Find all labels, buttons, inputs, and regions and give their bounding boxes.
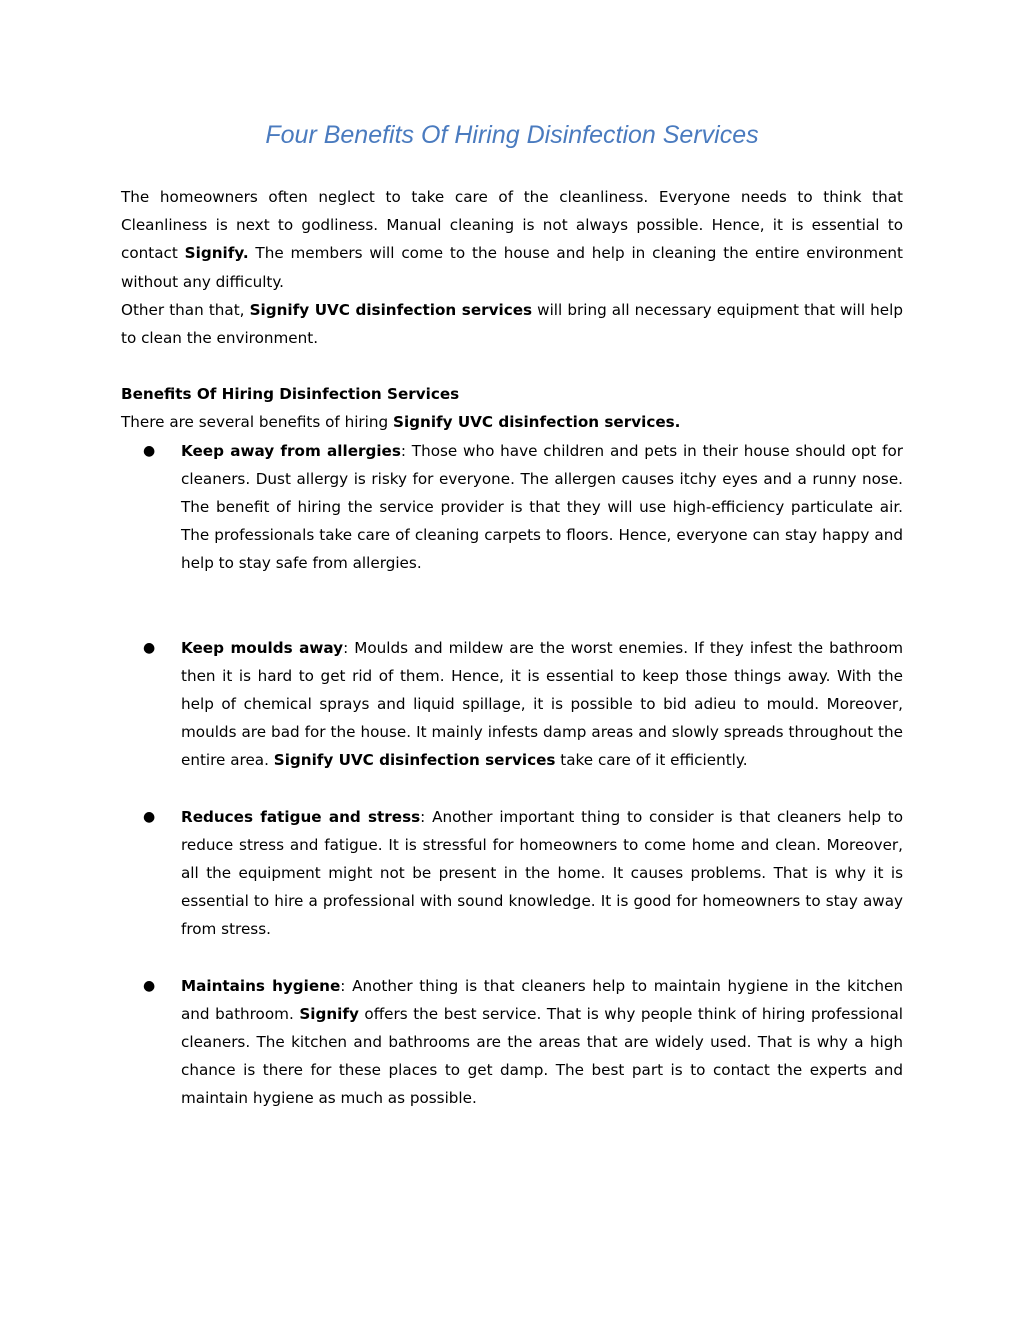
spacer: [121, 352, 903, 380]
intro-p2-bold-service: Signify UVC disinfection services: [249, 300, 533, 319]
benefit-bold-signify: Signify: [299, 1004, 359, 1023]
benefit-text: : Another important thing to consider is that cleaners help to reduce stress and fatigue. It is stressful for homeowners to come home and clean. Moreover, all the equipment might not be present in the home. It causes problems. That is why it is essential to hire a professional with sound knowledge. It is good for homeowners to stay away from stress.: [181, 807, 903, 939]
section-lead: [121, 408, 903, 436]
list-item-moulds: [121, 634, 903, 775]
list-item-hygiene: [121, 972, 903, 1113]
intro-paragraph-2: [121, 296, 903, 352]
benefit-text-tail: take care of it efficiently.: [555, 751, 748, 770]
section-heading: [121, 380, 903, 408]
bullet-icon: ●: [143, 442, 156, 459]
intro-p1-text-b: The members will come to the house and help in cleaning the entire environment without any difficulty.: [121, 244, 903, 291]
bullet-icon: ●: [143, 977, 156, 994]
benefit-title: Keep away from allergies: [181, 441, 401, 460]
benefit-title: Maintains hygiene: [181, 976, 341, 995]
benefit-bold-service: Signify UVC disinfection services: [273, 751, 556, 770]
spacer: [121, 944, 903, 972]
section-lead-bold: Signify UVC disinfection services.: [393, 413, 681, 432]
benefit-text: : Those who have children and pets in their house should opt for cleaners. Dust allergy is risky for everyone. The allergen causes itchy eyes and a runny nose. The benefit of hiring the service provider is that they will use high-efficiency particulate air. The professionals take care of cleaning carpets to floors. Hence, everyone can stay happy and help to stay safe from allergies.: [181, 441, 903, 573]
list-item-fatigue: [121, 803, 903, 944]
spacer: [121, 775, 903, 803]
document-title: Four Benefits Of Hiring Disinfection Services: [265, 121, 759, 149]
benefits-list: [121, 437, 903, 1113]
intro-p1-text-a: The homeowners often neglect to take care of the cleanliness. Everyone needs to think that Cleanliness is next to godliness. Manual cleaning is not always possible. Hence, it is essential to contact: [121, 188, 903, 263]
section-lead-text: There are several benefits of hiring: [121, 413, 393, 432]
benefit-title: Reduces fatigue and stress: [181, 807, 421, 826]
benefit-text: : Moulds and mildew are the worst enemies. If they infest the bathroom then it is hard to get rid of them. Hence, it is essential to keep those things away. With the help of chemical sprays and liquid spillage, it is possible to bid adieu to mould. Moreover, moulds are bad for the house. It mainly infests damp areas and slowly spreads throughout the entire area.: [181, 638, 903, 770]
bullet-icon: ●: [143, 639, 156, 656]
list-item-allergies: [121, 437, 903, 578]
intro-p2-text-a: Other than that,: [121, 300, 250, 319]
bullet-icon: ●: [143, 808, 156, 825]
document-body: [121, 183, 903, 1113]
intro-paragraph-1: [121, 183, 903, 296]
benefit-text: : Another thing is that cleaners help to maintain hygiene in the kitchen and bathroom.: [181, 976, 904, 1023]
spacer: [121, 578, 903, 634]
section-heading-text: Benefits Of Hiring Disinfection Services: [121, 385, 460, 404]
benefit-text-tail: offers the best service. That is why people think of hiring professional cleaners. The kitchen and bathrooms are the areas that are widely used. That is why a high chance is there for these places to get damp. The best part is to contact the experts and maintain hygiene as much as possible.: [181, 1004, 904, 1108]
benefit-title: Keep moulds away: [181, 638, 344, 657]
intro-p2-text-b: will bring all necessary equipment that will help to clean the environment.: [121, 300, 903, 348]
intro-p1-bold-signify: Signify.: [184, 244, 249, 263]
